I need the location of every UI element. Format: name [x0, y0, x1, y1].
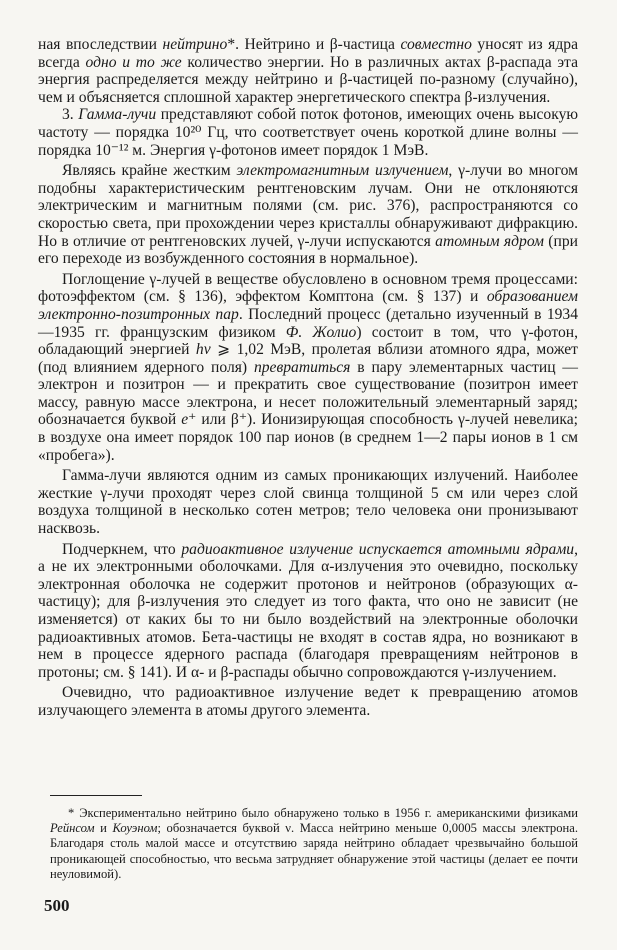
- paragraph-nuclear-origin: [38, 541, 578, 682]
- text-run: Подчеркнем, что: [62, 540, 182, 558]
- italic-text-run: hν: [195, 341, 211, 359]
- footnote-neutrino: [50, 806, 578, 882]
- italic-text-run: Коуэном: [112, 821, 158, 836]
- text-run: , а не их электронными оболочками. Для α-излучения это очевидно, поскольку электронная оболочка не содержит протонов и нейтронов (образующих α-частицу); для β-излучения это следует из того факта, что оно не зависит (не изменяется) от каких бы то ни было воздействий на электронные оболочки радиоактивных атомов. Бета-частицы не входят в состав ядра, но возникают в нем в процессе ядерного распада (благодаря превращениям нейтронов в протоны; см. § 141). И α- и β-распады обычно сопровождаются γ-излучением.: [38, 540, 578, 681]
- italic-text-run: Рейнсом: [50, 821, 95, 836]
- text-run: и: [94, 821, 113, 836]
- paragraph-transmutation: [38, 684, 578, 719]
- paragraph-gamma-penetration: [38, 467, 578, 537]
- italic-text-run: e: [181, 411, 189, 429]
- italic-text-run: Ф. Жолио: [285, 323, 357, 341]
- text-run: представляют собой поток фотонов, имеющих очень высокую частоту — порядка 10²⁰ Гц, что соответствует очень короткой длине волны — порядка 10⁻¹² м. Энергия γ-фотонов имеет порядок 1 МэВ.: [38, 106, 579, 159]
- text-run: ) состоит в том, что γ-фотон, обладающий энергией: [38, 323, 579, 359]
- text-run: Гамма-лучи являются одним из самых проникающих излучений. Наиболее жесткие γ-лучи проходят через слой свинца толщиной 5 см или через слой воздуха толщиной в несколько сотен метров; тело человека они пронизывают насквозь.: [38, 467, 578, 538]
- italic-text-run: нейтрино: [162, 36, 228, 53]
- paragraph-gamma-rays-definition: [38, 106, 578, 159]
- text-run: * Экспериментально нейтрино было обнаружено только в 1956 г. американскими физиками: [68, 806, 578, 820]
- italic-text-run: атомным ядром: [435, 232, 544, 250]
- text-run: Поглощение γ-лучей в веществе обусловлено в основном тремя процессами: фотоэффектом (см. § 136), эффектом Комптона (см. § 137) и: [38, 270, 578, 306]
- text-run: Являясь крайне жестким: [62, 162, 237, 180]
- page-number: 500: [44, 896, 70, 915]
- text-run: (при его переходе из возбужденного состояния в нормальное).: [38, 232, 578, 268]
- italic-text-run: образованием электронно-позитронных пар: [38, 288, 578, 323]
- italic-text-run: Гамма-лучи: [78, 106, 157, 124]
- text-run: 3.: [62, 106, 79, 124]
- text-run: ; обозначается буквой ν. Масса нейтрино меньше 0,0005 массы электрона. Благодаря столь малой массе и отсутствию заряда нейтрино обладает чрезвычайно большой проникающей способностью, что весьма затрудняет обнаружение этой частицы (делает ее почти неуловимой).: [50, 821, 578, 881]
- text-run: уносят из ядра всегда: [38, 36, 578, 71]
- italic-text-run: превратиться: [253, 358, 351, 376]
- paragraph-gamma-absorption: [38, 271, 578, 465]
- text-run: , γ-лучи во многом подобны характеристическим рентгеновским лучам. Они не отклоняются электрическим и магнитным полями (см. рис. 376), распространяются со скоростью света, при прохождении через кристаллы обнаруживают дифракцию. Но в отличие от рентгеновских лучей, γ-лучи испускаются: [38, 162, 578, 250]
- paragraph-neutrino-continuation: [38, 36, 578, 106]
- text-run: ⩾ 1,02 МэВ, пролетая вблизи атомного ядра, может (под влиянием ядерного поля): [38, 341, 579, 376]
- text-run: в пару элементарных частиц — электрон и позитрон — и прекратить свое существование (позитрон имеет массу, равную массе электрона, и несет положительный элементарный заряд; обозначается буквой: [38, 358, 578, 429]
- text-run: ⁺ или β⁺). Ионизирующая способность γ-лучей невелика; в воздухе она имеет порядок 100 пар ионов (в среднем 1—2 пары ионов в 1 см «пробега»).: [38, 411, 578, 464]
- text-run: . Последний процесс (детально изученный в 1934—1935 гг. французским физиком: [38, 305, 579, 341]
- footnote-divider: [50, 795, 142, 796]
- text-run: *. Нейтрино и β-частица: [227, 36, 401, 53]
- main-text: [38, 36, 578, 720]
- text-run: ная впоследствии: [38, 36, 163, 53]
- italic-text-run: совместно: [400, 36, 472, 53]
- text-run: количество энергии. Но в различных актах β-распада эта энергия распределяется между нейтрино и β-частицей по-разному (случайно), чем и объясняется сплошной характер энергетического спектра β-излучения.: [38, 53, 578, 106]
- italic-text-run: электромагнитным излучением: [236, 162, 449, 180]
- italic-text-run: одно и то же: [85, 53, 182, 71]
- italic-text-run: радиоактивное излучение испускается атомными ядрами: [181, 540, 575, 558]
- paragraph-gamma-electromagnetic: [38, 162, 578, 268]
- text-run: Очевидно, что радиоактивное излучение ведет к превращению атомов излучающего элемента в атомы другого элемента.: [38, 684, 578, 719]
